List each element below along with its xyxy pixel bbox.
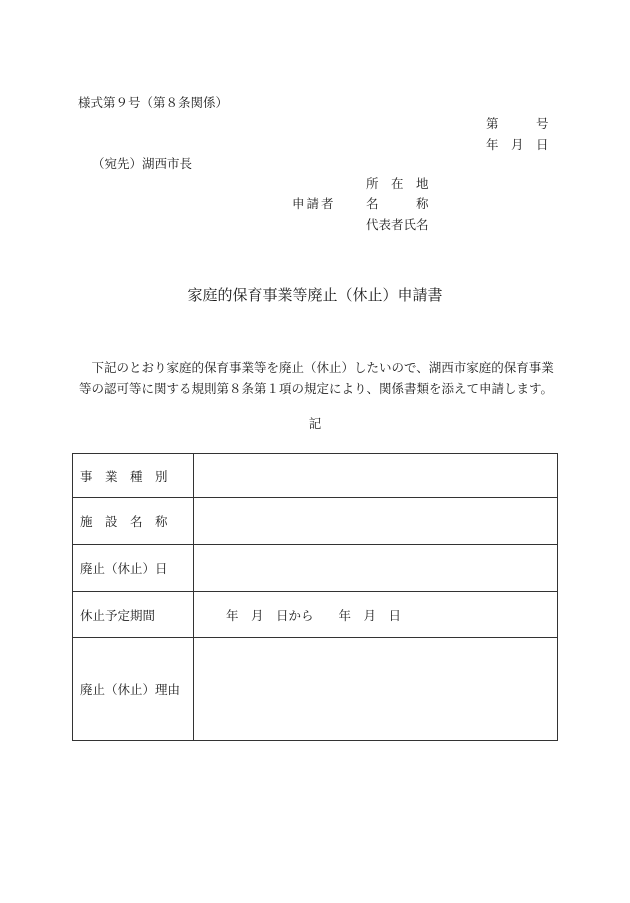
facility-name-field[interactable] <box>194 498 558 545</box>
table-row <box>73 638 558 741</box>
facility-name-label: 施 設 名 称 <box>73 498 194 545</box>
document-date: 年 月 日 <box>486 137 549 152</box>
applicant-address-label: 所 在 地 <box>366 176 429 191</box>
table-row <box>73 454 558 498</box>
closure-date-field[interactable] <box>194 545 558 592</box>
applicant-representative-label: 代表者氏名 <box>366 217 429 232</box>
table-row <box>73 498 558 545</box>
table-row <box>73 592 558 638</box>
business-type-label: 事 業 種 別 <box>73 454 194 498</box>
ki-heading: 記 <box>308 416 322 431</box>
form-number: 様式第９号（第８条関係） <box>78 95 229 110</box>
closure-date-label: 廃止（休止）日 <box>73 545 194 592</box>
application-table <box>72 453 558 741</box>
applicant-label: 申請者 <box>292 196 336 211</box>
table-row <box>73 545 558 592</box>
closure-reason-label: 廃止（休止）理由 <box>73 638 194 741</box>
applicant-name-label: 名 称 <box>366 196 429 211</box>
document-title: 家庭的保育事業等廃止（休止）申請書 <box>187 286 443 304</box>
closure-reason-field[interactable] <box>194 638 558 741</box>
business-type-field[interactable] <box>194 454 558 498</box>
document-number: 第 号 <box>486 116 549 131</box>
suspension-period-field[interactable]: 年 月 日から 年 月 日 <box>194 592 558 638</box>
addressee: （宛先）湖西市長 <box>92 156 193 171</box>
suspension-period-label: 休止予定期間 <box>73 592 194 638</box>
body-paragraph: 下記のとおり家庭的保育事業等を廃止（休止）したいので、湖西市家庭的保育事業等の認可等に関する規則第８条第１項の規定により、関係書類を添えて申請します。 <box>79 360 554 396</box>
